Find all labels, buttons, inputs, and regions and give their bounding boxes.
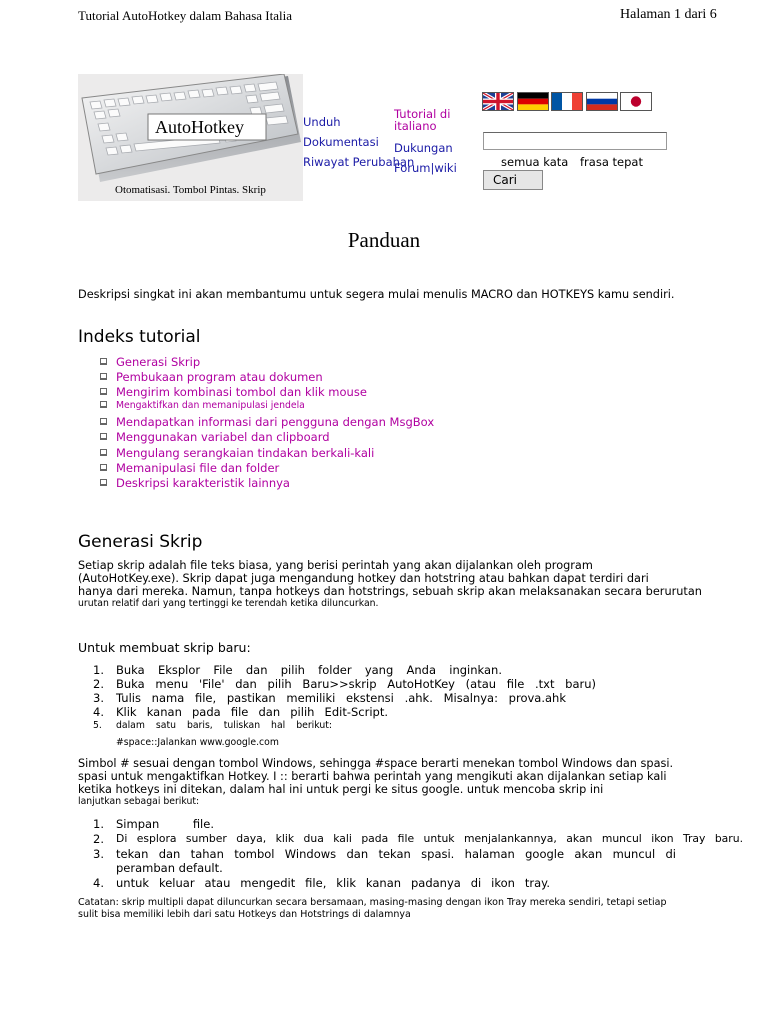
step-item: 2. Di esplora sumber daya, klik dua kali pada file untuk menjalankannya, akan muncul ikon Tray baru.	[93, 832, 743, 846]
logo-name: AutoHotkey	[155, 117, 244, 137]
index-item-files[interactable]	[100, 461, 434, 476]
bullet-icon	[100, 388, 107, 395]
nav-link-documentation[interactable]: Dokumentasi	[303, 135, 379, 149]
explain-line: spasi untuk mengaktifkan Hotkey. I :: berarti bahwa perintah yang mengikuti akan dijalankan setiap kali	[78, 770, 667, 783]
step-item: 4. Klik kanan pada file dan pilih Edit-Script.	[93, 705, 388, 719]
search-input[interactable]	[483, 132, 667, 150]
steps-list-2	[93, 817, 743, 890]
nav-link-support[interactable]: Dukungan	[394, 141, 453, 155]
nav-column-support	[394, 141, 453, 155]
logo-tagline: Otomatisasi. Tombol Pintas. Skrip	[115, 184, 266, 196]
index-item-label: Generasi Skrip	[116, 355, 201, 369]
nav-link-download[interactable]: Unduh	[303, 115, 341, 129]
uk-flag-icon[interactable]	[482, 92, 514, 111]
bullet-icon	[100, 418, 107, 425]
index-item-msgbox[interactable]	[100, 415, 434, 430]
index-item-send-keys[interactable]	[100, 385, 434, 400]
germany-flag-icon[interactable]	[517, 92, 549, 111]
section-heading-script-generation: Generasi Skrip	[78, 532, 203, 552]
search-button[interactable]: Cari	[483, 170, 543, 190]
bullet-icon	[100, 401, 107, 408]
explain-line: Simbol # sesuai dengan tombol Windows, sehingga #space berarti menekan tombol Windows dan spasi.	[78, 757, 674, 770]
para-line: urutan relatif dari yang tertinggi ke terendah ketika diluncurkan.	[78, 598, 379, 609]
step-item: 5. dalam satu baris, tuliskan hal berikut:	[93, 720, 332, 731]
code-line: #space::Jalankan www.google.com	[116, 737, 279, 748]
bullet-icon	[100, 373, 107, 380]
japan-flag-icon[interactable]	[620, 92, 652, 111]
intro-text: Deskripsi singkat ini akan membantumu untuk segera mulai menulis MACRO dan HOTKEYS kamu sendiri.	[78, 288, 675, 301]
index-item-other[interactable]	[100, 476, 434, 491]
index-item-open-programs[interactable]	[100, 370, 434, 385]
index-item-label: Mengirim kombinasi tombol dan klik mouse	[116, 385, 367, 400]
search-option-all-words[interactable]: semua kata	[501, 155, 569, 169]
step-item: 2. Buka menu 'File' dan pilih Baru>>skrip AutoHotKey (atau file .txt baru)	[93, 677, 596, 691]
search-option-exact-phrase[interactable]: frasa tepat	[580, 155, 643, 169]
index-heading: Indeks tutorial	[78, 327, 201, 347]
autohotkey-logo[interactable]	[78, 74, 303, 201]
index-item-label: Menggunakan variabel dan clipboard	[116, 430, 330, 445]
step-item: 4. untuk keluar atau mengedit file, klik kanan padanya di ikon tray.	[93, 876, 550, 890]
nav-link-forum-wiki[interactable]: Forum|wiki	[394, 161, 457, 175]
explanation-paragraph	[78, 757, 673, 808]
section-paragraph	[78, 559, 702, 610]
step-item: peramban default.	[116, 861, 223, 875]
para-line: Setiap skrip adalah file teks biasa, yang berisi perintah yang akan dijalankan oleh program	[78, 559, 593, 572]
para-line: hanya dari mereka. Namun, tanpa hotkeys dan hotstrings, sebuah skrip akan melaksanakan secara berurutan	[78, 585, 702, 598]
step-item: 3. Tulis nama file, pastikan memiliki ekstensi .ahk. Misalnya: prova.ahk	[93, 691, 566, 705]
bullet-icon	[100, 479, 107, 486]
nav-link-changelog[interactable]: Riwayat Perubahan	[303, 155, 415, 169]
steps-list	[93, 663, 598, 733]
page-title: Panduan	[347, 228, 421, 252]
bullet-icon	[100, 433, 107, 440]
nav-column-forum	[394, 161, 457, 175]
explain-line: ketika hotkeys ini ditekan, dalam hal ini untuk pergi ke situs google. untuk mencoba skrip ini	[78, 783, 604, 796]
step-item: 3. tekan dan tahan tombol Windows dan tekan spasi. halaman google akan muncul di	[93, 847, 676, 861]
nav-tutorial-line2: italiano	[394, 119, 437, 133]
explain-line: lanjutkan sebagai berikut:	[78, 796, 200, 807]
bullet-icon	[100, 358, 107, 365]
bullet-icon	[100, 449, 107, 456]
index-item-label: Memanipulasi file dan folder	[116, 460, 280, 475]
nav-link-tutorial-italian[interactable]	[394, 108, 450, 132]
note-paragraph	[78, 897, 667, 921]
index-item-label: Mengaktifkan dan memanipulasi jendela	[116, 400, 305, 412]
index-item-script-generation[interactable]	[100, 355, 434, 370]
france-flag-icon[interactable]	[551, 92, 583, 111]
index-item-variables[interactable]	[100, 430, 434, 445]
para-line: (AutoHotKey.exe). Skrip dapat juga mengandung hotkey dan hotstring atau bahkan dapat terdiri dari	[78, 572, 649, 585]
index-item-loops[interactable]	[100, 446, 434, 461]
tutorial-index-list	[100, 355, 434, 491]
nav-column-secondary	[394, 108, 450, 132]
nav-tutorial-line1: Tutorial di	[394, 107, 451, 121]
note-line: Catatan: skrip multipli dapat diluncurkan secara bersamaan, masing-masing dengan ikon Tray mereka sendiri, tetapi setiap	[78, 897, 667, 908]
page-number: Halaman 1 dari 6	[620, 7, 717, 22]
index-item-label: Mendapatkan informasi dari pengguna dengan MsgBox	[116, 415, 435, 430]
new-script-heading: Untuk membuat skrip baru:	[78, 640, 251, 655]
index-item-label: Pembukaan program atau dokumen	[116, 370, 323, 385]
bullet-icon	[100, 464, 107, 471]
index-item-windows[interactable]	[100, 400, 434, 415]
step-item: 1. Simpan file.	[93, 817, 214, 831]
russia-flag-icon[interactable]	[586, 92, 618, 111]
note-line: sulit bisa memiliki lebih dari satu Hotkeys dan Hotstrings di dalamnya	[78, 909, 411, 920]
page-header-title: Tutorial AutoHotkey dalam Bahasa Italia	[78, 8, 292, 23]
index-item-label: Mengulang serangkaian tindakan berkali-kali	[116, 445, 375, 460]
index-item-label: Deskripsi karakteristik lainnya	[116, 475, 290, 490]
step-item: 1. Buka Eksplor File dan pilih folder yang Anda inginkan.	[93, 663, 502, 677]
